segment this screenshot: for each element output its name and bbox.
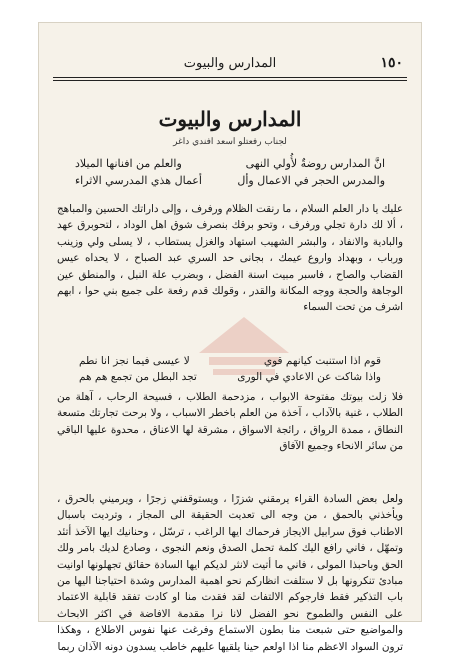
- verse-hemistich-right: انَّ المدارس روضةٌ لأُولي النهى: [245, 157, 385, 170]
- verse-line: [79, 353, 381, 369]
- header-rule: [53, 77, 407, 78]
- verse-line: [75, 155, 385, 172]
- page-header: [53, 55, 407, 73]
- verse-hemistich-right: والمدرس الحجر في الاعمال وأل: [237, 174, 385, 187]
- book-page: [38, 22, 422, 653]
- header-rule-double: [53, 80, 407, 81]
- verse-hemistich-right: واذا شاكت عن الاعادي في الورى: [237, 371, 381, 383]
- running-title: المدارس والبيوت: [183, 56, 277, 71]
- opening-verses: [75, 155, 385, 189]
- paragraph-1: عليك يا دار العلم السلام ، ما رنقت الظلام ورفرف ، وإلى داراتك الحسين والمباهج ، ألا لك دارة تجلي ورفرف ، وتحو برقك بنصرف شوق اهل الوداد ، لتحوبرق عهد والبادية والانفاد ، والبشر الشهيب استهاد والغزل يستطاب ، لا يسلى ولي وزينب ورباب ، وبهداد واروع عيمك ، بجانى حد السري عبد الصباح ، لا يحداه عيس القضاب والصاح ، فاسبر مبيت اسنة الفضل ، وبضرب علة النبل ، والمنطق عين الوجاهة والحجة ووجه المكانة والقدر ، وقولك قدم رفعة على جميع بني حوا ، ابهم اشرف من تحت السماء: [57, 203, 403, 314]
- article-byline: لجناب رفعتلو اسعد افندي داغر: [173, 137, 287, 147]
- page-number: ١٥٠: [380, 55, 403, 71]
- verse-hemistich-left: تجد البطل من تجمع هم هم: [79, 371, 197, 383]
- verse-hemistich-left: والعلم من افنانها الميلاد: [75, 157, 182, 170]
- verse-hemistich-left: أعمال هذي المدرسي الاثراء: [75, 174, 202, 187]
- poem-verses: [79, 353, 381, 385]
- verse-hemistich-left: لا عيسى فيما نجز انا نطم: [79, 355, 190, 367]
- paragraph-2: فلا زلت بيوتك مفتوحة الابواب ، مزدحمة الطلاب ، فسيحة الرحاب ، آهلة من الطلاب ، غنية بالآداب ، آخذة من العلم باخطر الاسباب ، ولا برحت تجارتك متسعة النطاق ، ممدة الرواق ، رائجة الاسواق ، مشرقة لها الاعناق ، محدوة عليها الباقي من سائر الانحاء وجميع الآفاق: [57, 391, 403, 453]
- verse-line: [75, 172, 385, 189]
- paragraph-3: ولعل بعض السادة القراء يرمقني شزرًا ، ويستوقفني زجرًا ، ويرميني بالحرق ، ويأخذني بالحمق ، من وجه الى تعديت الحقيقة الى المجاز ، وترديت باسبال الاطناب فوق سرابيل الايجاز فرحماك ايها الراغب ، ترسّل ، وحنانيك ايها الآخذ أتئد وتمهّل ، فاني رافع اليك كلمة تحمل الصدق ونعم النجوى ، وصادع لديك بامر ولك الحق وباحبذا المولى ، فاني ما أتيت لانثر لديكم ايها السادة حقائق تجهلونها اوانيت مبادئ تنكرونها بل لا ستلفت انظاركم نحو اهمية المدارس وشدة احتياجنا اليها من باب التذكير فقط فارجوكم الالتفات لقد فقدت منا او كادت تفقد قابلية الاعتماد على النفس والطموح نحو الفضل لانا نرا مقدمة الافاضة في اكثر الابحاث والمواضيع حتى شبعت منا بطون الاستماع وفرغت عنها نفوس الاطلاع ، وهكذا ترون السواد الاعظم منا اذا اولعم حينا يلقيها عليهم خاطب يسدون دونه الآذان ربما: [57, 493, 403, 653]
- article-title: المدارس والبيوت: [158, 107, 302, 131]
- verse-line: [79, 369, 381, 385]
- verse-hemistich-right: قوم اذا استنبت كيانهم قوي: [263, 355, 381, 367]
